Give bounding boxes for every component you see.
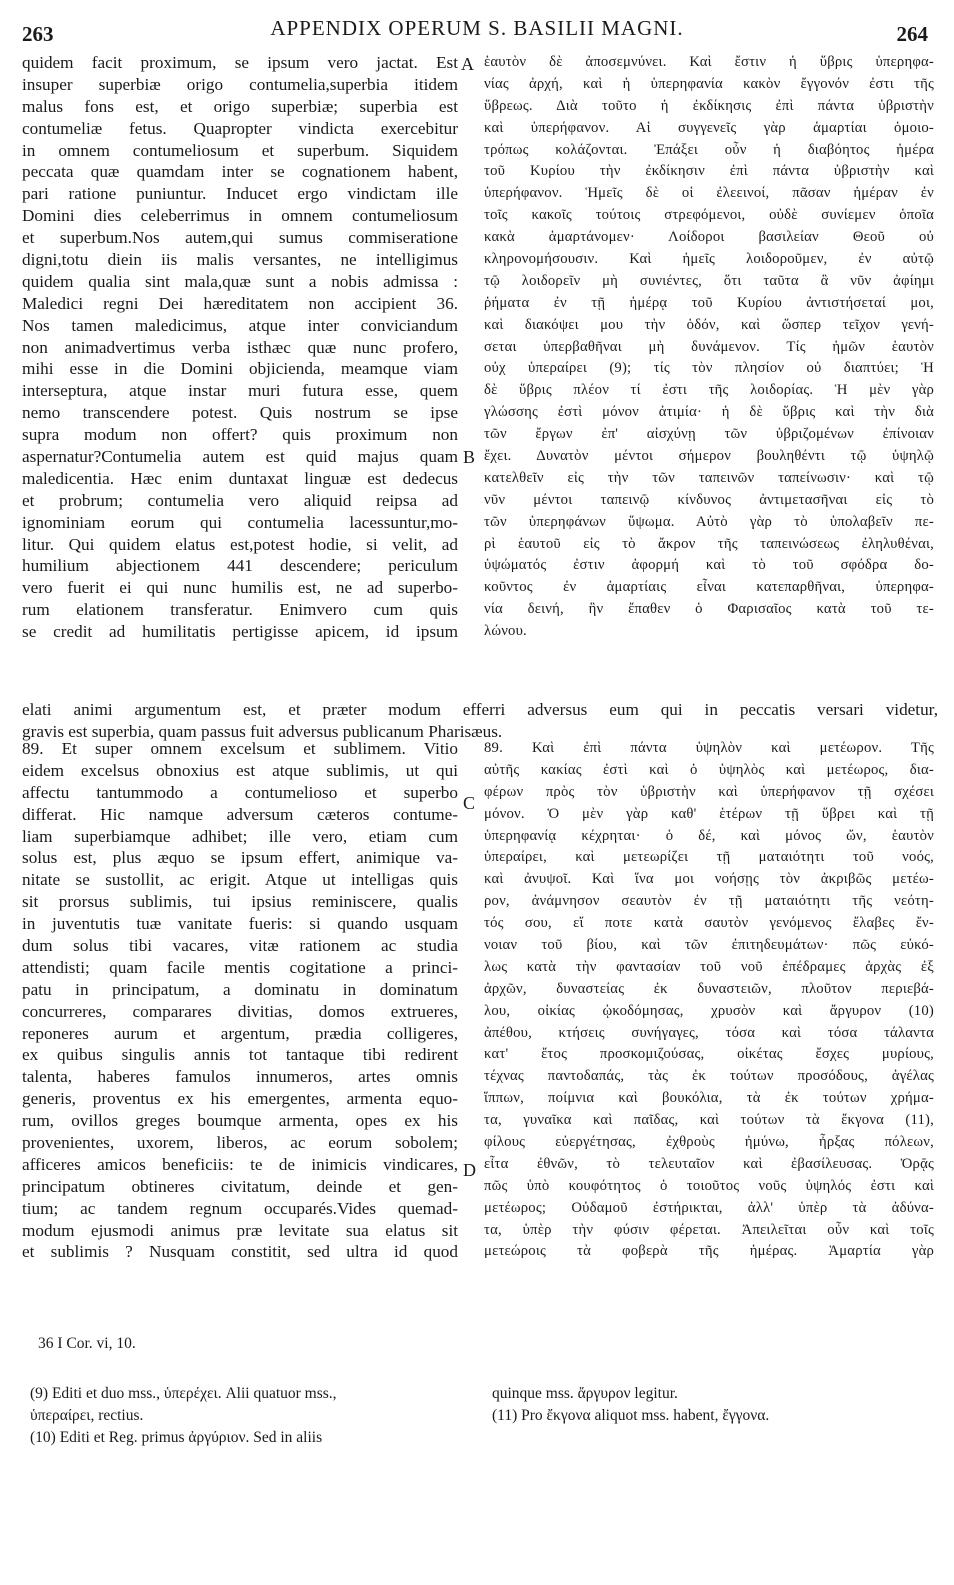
footnotes-left	[30, 1385, 470, 1451]
greek-top-line: ἑαυτὸν δὲ ἀποσεμνύνει. Καὶ ἔστιν ἡ ὕβρις ὑπερηφα-	[484, 54, 934, 70]
full-width-line: elati animi argumentum est, et præter modum efferri adversus eum qui in peccatis versari videtur,	[22, 700, 938, 719]
greek-bottom-line: νοιαν τοῦ βίου, καὶ τῶν ἐπιτηδευμάτων· πῶς εὐκό-	[484, 937, 934, 954]
latin-bottom-line: reponeres aurum et argentum, prædia colligeres,	[22, 1023, 458, 1043]
footnotes-right-line: quinque mss. ἄργυρον legitur.	[492, 1385, 678, 1402]
latin-top-line: rum elationem transferatur. Enimvero cum quis	[22, 600, 458, 620]
latin-top-line: se credit ad humilitatis pertigisse apicem, id ipsum	[22, 622, 458, 642]
margin-marker-c: C	[463, 793, 476, 813]
greek-top-line: ῥήματα ἐν τῇ ἡμέρᾳ τοῦ Κυρίου ἀντιστήσεταί μοι,	[484, 294, 934, 311]
latin-top-line: mihi esse in die Domini objicienda, meamque viam	[22, 359, 458, 379]
greek-bottom-line: τα, ὑπὲρ τὴν φύσιν φέρεται. Ἀπειλεῖται οὖν καὶ τοῖς	[484, 1221, 934, 1238]
latin-top-line: ignominiam eorum qui contumelia lacessuntur,mo-	[22, 512, 458, 532]
greek-bottom-line: ὑπεραίρει, καὶ μετεωρίζει τῇ ματαιότητι τοῦ νοός,	[484, 849, 934, 866]
greek-bottom-line: τέχνας παντοδαπάς, τὰς ἐκ τούτων προσόδους, ἀγέλας	[484, 1068, 934, 1085]
footnotes-right	[492, 1385, 932, 1429]
greek-bottom-line: μόνον. Ὁ μὲν γὰρ καθ' ἑτέρων τῇ ὕβρει καὶ τῇ	[484, 805, 934, 822]
greek-top-line: τῶν ἔργων ἐπ' αἰσχύνῃ τῶν ὑβριζομένων ἐπίνοιαν	[484, 426, 934, 443]
full-width-line: gravis est superbia, quam passus fuit adversus publicanum Pharisæus.	[22, 721, 503, 741]
latin-bottom-line: dum solus tibi vacares, vitæ rationem ac studia	[22, 936, 458, 956]
latin-top-line: maledicentia. Hæc enim duntaxat linguæ est dedecus	[22, 468, 458, 488]
latin-top-line: interseptura, atque instar muri futura esse, quem	[22, 381, 458, 401]
running-title: APPENDIX OPERUM S. BASILII MAGNI.	[270, 16, 684, 40]
latin-top-line: peccata quæ quamdam inter se cognationem habent,	[22, 162, 458, 182]
right-page-number: 264	[896, 22, 928, 46]
latin-top-line: malus fons est, et origo superbiæ; superbia est	[22, 96, 458, 116]
latin-bottom-line: affectu tantummodo a contumelioso et superbo	[22, 782, 458, 802]
latin-top-line: humilium abjectionem 441 descendere; periculum	[22, 556, 458, 576]
latin-bottom-line: differat. Hic namque adversum cæteros contume-	[22, 804, 458, 824]
greek-column-top	[484, 52, 934, 643]
latin-bottom-line: ex quibus singulis annis tot tantaque tibi redirent	[22, 1045, 458, 1065]
greek-top-line: κοῦντος ἐν ἁμαρτίαις εἶναι κατεπαρθῆναι, ὑπερηφα-	[484, 579, 934, 596]
greek-top-line: ρὶ ἑαυτοῦ εἰς τὸ ἄκρον τῆς ταπεινώσεως ἐληλυθέναι,	[484, 535, 934, 552]
footnotes-left-line: (10) Editi et Reg. primus ἀργύριον. Sed in aliis	[30, 1428, 323, 1446]
latin-top-line: litur. Qui quidem elatus est,potest hodie, si velit, ad	[22, 534, 458, 554]
footnotes-left-line: (9) Editi et duo mss., ὑπερέχει. Alii quatuor mss.,	[30, 1385, 337, 1402]
margin-marker-b: B	[463, 447, 476, 467]
latin-bottom-line: rum, ovillos greges boumque armenta, opes ex his	[22, 1111, 458, 1131]
greek-top-line: νίας ἀρχή, καὶ ἡ ὑπερηφανία κακὸν ἔγγονόν ἐστι τῆς	[484, 75, 934, 92]
latin-bottom-line: patu in principatum, a dominatu in dominatum	[22, 979, 458, 999]
full-width-text	[22, 699, 938, 743]
latin-column-bottom	[22, 738, 458, 1263]
latin-top-line: in omnem contumeliosum et superbum. Siquidem	[22, 140, 458, 160]
latin-top-line: quidem qualia sint mala,quæ sunt a nobis admissa :	[22, 271, 458, 291]
latin-bottom-line: solus est, plus æquo se ipsum effert, animique va-	[22, 848, 458, 868]
greek-top-line: τῶν ὑπερηφάνων ὕψωμα. Αὐτὸ γὰρ τὸ ὑπολαβεῖν πε-	[484, 513, 934, 530]
left-page-number: 263	[22, 22, 54, 46]
greek-top-line: ὕβρεως. Διὰ τοῦτο ἡ ἐκδίκησις ἐπὶ πάντα ὑβριστὴν	[484, 97, 934, 114]
latin-bottom-line: concurreres, comparares divitias, domos extrueres,	[22, 1001, 458, 1021]
greek-bottom-line: φέρων πρὸς τὸν ὑβριστὴν καὶ ὑπερήφανον τῇ σχέσει	[484, 783, 934, 800]
greek-column-bottom	[484, 738, 934, 1263]
greek-bottom-line: κατ' ἔτος προσκομιζούσας, οἰκέτας ἔσχες μυρίους,	[484, 1046, 934, 1063]
latin-column-top	[22, 52, 458, 643]
footnotes-right-line: (11) Pro ἔκγονα aliquot mss. habent, ἔγγονα.	[492, 1406, 770, 1424]
latin-bottom-line: eidem excelsus obnoxius est atque sublimis, ut qui	[22, 760, 458, 780]
greek-bottom-line: ρον, ἀνάμνησον σεαυτὸν ἐν τῇ ματαιότητι τῆς νεότη-	[484, 893, 934, 910]
greek-bottom-line: λου, οἰκίας ᾠκοδόμησας, χρυσὸν καὶ ἄργυρον (10)	[484, 1002, 934, 1019]
greek-top-line: σεται ὑπερβαθῆναι μὴ δυνάμενον. Τίς ἡμῶν ἑαυτὸν	[484, 338, 934, 355]
latin-bottom-line: in juventutis tuæ vanitate fueris: si quando usquam	[22, 914, 458, 934]
latin-bottom-line: afficeres amicos beneficiis: te de inimicis vindicares,	[22, 1154, 458, 1174]
latin-bottom-line: generis, proventus ex his emergentes, armenta equo-	[22, 1089, 458, 1109]
latin-top-line: insuper superbiæ origo contumelia,superbia itidem	[22, 74, 458, 94]
greek-top-line: νία δεινή, ἣν ἔπαθεν ὁ Φαρισαῖος κατὰ τοῦ τε-	[484, 601, 934, 618]
greek-bottom-line: αὐτῆς κακίας ἐστὶ καὶ ὁ ὑψηλὸς καὶ μετέωρος, δια-	[484, 761, 934, 778]
greek-top-line: καὶ διακόψει μου τὴν ὁδόν, καὶ ὥσπερ τεῖχον γενή-	[484, 316, 934, 333]
latin-top-line: vero fuerit ei qui nunc humilis est, ne ad superbo-	[22, 578, 458, 598]
greek-bottom-line: φίλους εὐεργέτησας, ἐχθροὺς ἠμύνω, ἦρξας πόλεων,	[484, 1134, 934, 1151]
greek-bottom-line: πῶς ὑπὸ κουφότητος ὁ τοιοῦτος νοῦς ὑψηλός ἐστι καὶ	[484, 1177, 934, 1194]
greek-top-line: ὑψώματός ἐστιν ἀφορμή καὶ τὸ τοῦ σφόδρα δο-	[484, 557, 934, 574]
latin-top-line: et superbum.Nos autem,qui sumus commiseratione	[22, 228, 458, 248]
latin-bottom-line: liam superbiamque adhibet; ille vero, etiam cum	[22, 826, 458, 846]
latin-top-line: contumeliæ fetus. Quapropter vindicta exercebitur	[22, 118, 458, 138]
greek-bottom-line: ὑπερηφανίᾳ κέχρηται· ὁ δέ, καὶ μόνος ὤν, ἑαυτὸν	[484, 827, 934, 844]
latin-bottom-line: modum ejusmodi animus præ levitate sua elatus sit	[22, 1220, 458, 1240]
greek-bottom-line: εἶτα ἐθνῶν, τὸ τελευταῖον καὶ ἐβασίλευσας. Ὁρᾷς	[484, 1155, 934, 1172]
greek-bottom-line: τα, γυναῖκα καὶ παῖδας, καὶ τούτων τὰ ἔκγονα (11),	[484, 1112, 934, 1129]
greek-bottom-line: λως κατὰ τὴν φαντασίαν τοῦ νοῦ ἐπέδραμες ἀρχὰς ἐξ	[484, 958, 934, 975]
greek-top-line: κληρονομήσουσιν. Καὶ ἡμεῖς λοιδοροῦμεν, ἐν αὐτῷ	[484, 251, 934, 268]
greek-top-line: τοῦ Κυρίου τὴν ἐκδίκησιν ἐπὶ πάντα ὑβριστὴν καὶ	[484, 163, 934, 180]
greek-top-line: τοῖς κακοῖς τούτοις στρεφόμενοι, οὐδὲ συνίεμεν ὁποῖα	[484, 207, 934, 224]
margin-marker-a: A	[461, 54, 474, 74]
latin-bottom-line: talenta, haberes famulos innumeros, artes omnis	[22, 1067, 458, 1087]
greek-top-line: τρόπως κολάζονται. Ἐπάξει οὖν ἡ διαβόητος ἡμέρα	[484, 141, 934, 158]
footnotes-left-line: ὑπεραίρει, rectius.	[30, 1406, 144, 1424]
greek-top-line: ἔχει. Δυνατὸν μέντοι σήμερον βουληθέντι τῷ ὑψηλῷ	[484, 448, 934, 465]
greek-top-line: τῷ λοιδορεῖν μὴ συνιέντες, ὅτι ταῦτα ἃ νῦν ἀφίημι	[484, 272, 934, 289]
latin-bottom-line: provenientes, uxorem, liberos, ac eorum sobolem;	[22, 1133, 458, 1153]
latin-bottom-line: tium; ac tandem regnum occuparés.Vides quemad-	[22, 1198, 458, 1218]
latin-top-line: pari ratione puniuntur. Inducet ergo vindictam ille	[22, 184, 458, 204]
greek-top-line: κατελθεῖν εἰς τὴν τῶν ταπεινῶν ταπείνωσιν· καὶ τῷ	[484, 469, 934, 486]
greek-bottom-line: ἀπέθου, κτήσεις συνήγαγες, τόσα καὶ τόσα τάλαντα	[484, 1024, 934, 1041]
greek-bottom-line: μετέωρος; Οὐδαμοῦ ἐστήρικται, ἀλλ' ὑπὲρ τὰ ἀδύνα-	[484, 1199, 934, 1216]
latin-top-line: Maledici regni Dei hæreditatem non accipient 36.	[22, 293, 458, 313]
latin-top-line: digni,totu diein iis malis versantes, ne intelligimus	[22, 250, 458, 270]
greek-bottom-line: 89. Καὶ ἐπὶ πάντα ὑψηλὸν καὶ μετέωρον. Τῆς	[484, 740, 934, 756]
greek-bottom-line: καὶ ἀνυψοῖ. Καὶ ἵνα μοι νοήσῃς τὸν ἀκριβῶς μετέω-	[484, 871, 934, 888]
latin-bottom-line: principatum obtineres civitatum, deinde et gen-	[22, 1176, 458, 1196]
latin-top-line: et probrum; contumelia vero aliquid reipsa ad	[22, 490, 458, 510]
latin-top-line: Nos tamen maledicimus, atque inter conviciandum	[22, 315, 458, 335]
latin-top-line: aspernatur?Contumelia autem est quid majus quam	[22, 447, 458, 467]
latin-top-line: Domini dies celeberrimus in omnem contumeliosum	[22, 206, 458, 226]
latin-bottom-line: nitate se sustollit, ac erigit. Atque ut intelligas quis	[22, 870, 458, 890]
greek-bottom-line: μετεώροις τὰ φοβερὰ τῆς ἡμέρας. Ἁμαρτία γὰρ	[484, 1243, 934, 1260]
page-header	[0, 8, 954, 46]
greek-top-line: καὶ ὑπερήφανον. Αἱ συγγενεῖς γὰρ ἁμαρτίαι ὁμοιο-	[484, 119, 934, 136]
greek-top-line: γλώσσης ἐστὶ μόνον ἀτιμία· ἡ δὲ ὕβρις καὶ τὴν διὰ	[484, 404, 934, 421]
latin-top-line: nemo transcendere potest. Quis nostrum se ipse	[22, 403, 458, 423]
greek-top-line: οὐχ ὑπεραίρει (9); τίς τὸν πλησίον οὐ διαπτύει; Ἡ	[484, 360, 934, 377]
latin-top-line: quidem facit proximum, se ipsum vero jactat. Est	[22, 53, 458, 72]
latin-top-line: non animadvertimus verba isthæc quæ nunc profero,	[22, 337, 458, 357]
latin-bottom-line: et sublimis ? Nusquam constitit, sed ultra id quod	[22, 1242, 458, 1262]
greek-bottom-line: ἀρχῶν, δυναστείας ἐκ δυναστειῶν, πλοῦτον περιεβά-	[484, 980, 934, 997]
latin-bottom-line: 89. Et super omnem excelsum et sublimem. Vitio	[22, 739, 458, 758]
greek-top-line: κακὰ ἁμαρτάνομεν· Λοίδοροι βασιλείαν Θεοῦ οὐ	[484, 229, 934, 246]
latin-bottom-line: attendisti; quam facile mentis cogitatione a princi-	[22, 957, 458, 977]
greek-bottom-line: τός σου, εἴ ποτε κατὰ σαυτὸν γενόμενος ἔλαβες ἔν-	[484, 915, 934, 932]
margin-marker-d: D	[463, 1160, 476, 1180]
greek-top-line: δὲ ὕβρις πλέον τί ἐστι τῆς λοιδορίας. Ἡ μὲν γὰρ	[484, 382, 934, 399]
greek-top-line: ὑπερήφανον. Ἡμεῖς δὲ οἱ ἐλεεινοί, πᾶσαν ἡμέραν ἐν	[484, 185, 934, 202]
footnote-reference: 36 I Cor. vi, 10.	[38, 1335, 136, 1352]
latin-bottom-line: sit prorsus sublimis, tui ipsius reminiscere, qualis	[22, 892, 458, 912]
latin-top-line: supra modum non offert? quis proximum non	[22, 425, 458, 445]
greek-bottom-line: ἵππων, ποίμνια καὶ βουκόλια, τὰ ἐκ τούτων χρήμα-	[484, 1090, 934, 1107]
greek-top-line: νῦν μέντοι ταπεινῷ κίνδυνος ἀντιμετασῆναι εἰς τὸ	[484, 491, 934, 508]
greek-top-line: λώνου.	[484, 623, 527, 640]
